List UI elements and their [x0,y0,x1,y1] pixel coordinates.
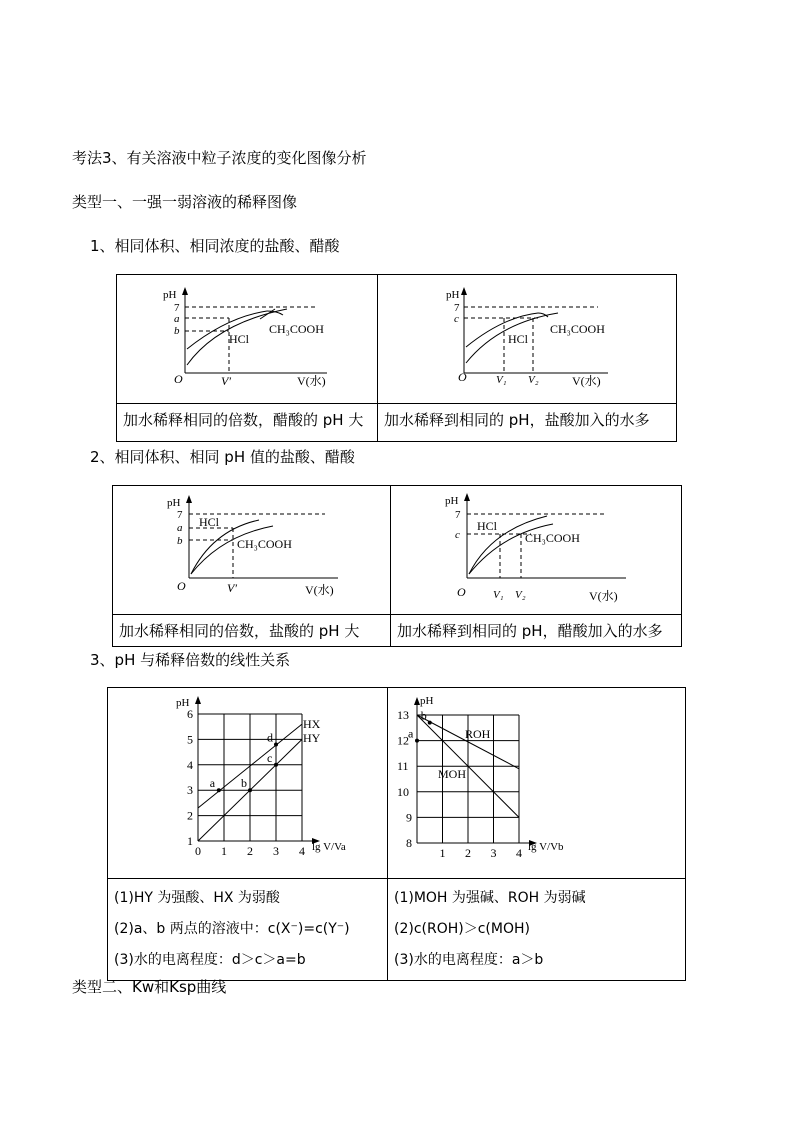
ph-label: pH [163,289,177,301]
lg-v-va-label: lg V/Va [312,841,346,853]
caption-2b: 加水稀释到相同的 pH，醋酸加入的水多 [391,615,682,647]
origin-label: O [458,370,467,384]
x-tick-label: 4 [299,844,305,858]
tick-a: a [177,522,183,534]
x-tick-label: 1 [221,844,227,858]
note-3b-1: (1)MOH 为强碱、ROH 为弱碱 [394,890,586,906]
caption-1b: 加水稀释到相同的 pH，盐酸加入的水多 [378,404,677,442]
vwater-label: V(水) [305,583,334,597]
vwater-label: V(水) [572,374,601,388]
moh-label: MOH [438,767,467,781]
v2-label: V₂ [515,589,526,601]
hcl-label: HCl [199,515,220,529]
point-b [248,788,252,792]
chart-3b [388,688,685,874]
y-tick-label: 12 [397,733,409,748]
ph-label: pH [167,497,181,509]
x-tick-label: 3 [273,844,279,858]
point-c [274,763,278,767]
tick-b: b [177,535,183,547]
ph-label: pH [446,289,460,301]
hcl-label: HCl [229,332,250,346]
vwater-label: V(水) [589,589,618,603]
chart-1a [117,275,377,399]
chart-3a [108,688,387,874]
subsection-1-title: 1、相同体积、相同浓度的盐酸、醋酸 [90,237,340,255]
chart-cell-3a [108,688,388,879]
point-label-c: c [267,750,273,765]
notes-3b [388,879,686,981]
origin-label: O [177,579,186,593]
x-tick-label: 2 [465,846,471,860]
origin-label: O [457,585,466,599]
ph-label: pH [420,695,434,707]
tick-c: c [455,529,460,541]
figure-table-3 [107,687,686,981]
note-3a-3: (3)水的电离程度：d＞c＞a=b [114,952,306,968]
tick-a: a [174,313,180,325]
note-3a-2: (2)a、b 两点的溶液中：c(X⁻)=c(Y⁻) [114,921,350,937]
y-tick-label: 6 [187,707,193,721]
point-a [217,788,221,792]
chart-2a [113,486,390,610]
notes-3a [108,879,388,981]
v2-label: V₂ [528,374,539,386]
hcl-label: HCl [508,332,529,346]
figure-table-2 [112,485,682,647]
chart-cell-1a [117,275,378,404]
tick-c: c [454,313,459,325]
tick-7: 7 [455,509,461,521]
chart-cell-3b [388,688,686,879]
ch3cooh-label: CH₃COOH [550,322,605,336]
x-tick-label: 4 [516,846,522,860]
x-tick-label: 2 [247,844,253,858]
note-3b-3: (3)水的电离程度：a＞b [394,952,544,968]
tick-7: 7 [454,302,460,314]
subsection-3-title: 3、pH 与稀释倍数的线性关系 [90,651,291,669]
chart-cell-2a [113,486,391,615]
point-label-a: a [408,726,414,741]
x-tick-label: 1 [439,846,446,860]
x-tick-label: 3 [490,846,497,860]
point-a [415,739,419,743]
ph-label: pH [445,495,459,507]
x-tick-label: 0 [195,844,201,858]
note-3b-2: (2)c(ROH)＞c(MOH) [394,921,530,937]
subsection-2-title: 2、相同体积、相同 pH 值的盐酸、醋酸 [90,448,355,466]
vprime-label: V′ [221,374,231,388]
chart-cell-2b [391,486,682,615]
type-two-heading: 类型二、Kw和Ksp曲线 [72,978,227,996]
y-tick-label: 8 [406,836,412,850]
caption-1a: 加水稀释相同的倍数，醋酸的 pH 大 [117,404,378,442]
point-label-d: d [267,730,273,745]
hcl-label: HCl [477,519,498,533]
caption-2a: 加水稀释相同的倍数，盐酸的 pH 大 [113,615,391,647]
ch3cooh-label: CH₃COOH [269,322,324,336]
y-tick-label: 2 [187,808,193,823]
chart-2b [391,486,681,610]
v1-label: V₁ [493,589,504,601]
point-label-b: b [241,776,247,791]
ch3cooh-label: CH₃COOH [525,531,580,545]
v1-label: V₁ [496,374,507,386]
point-label-b: b [420,708,427,723]
y-tick-label: 11 [397,759,409,774]
lg-v-vb-label: lg V/Vb [528,841,564,853]
y-tick-label: 13 [397,708,409,722]
section-heading: 考法3、有关溶液中粒子浓度的变化图像分析 [72,149,367,167]
y-tick-label: 10 [397,784,409,799]
origin-label: O [174,372,183,386]
hx-label: HX [303,717,321,731]
point-d [274,742,278,746]
y-tick-label: 1 [187,834,193,848]
chart-1b [378,275,676,399]
ch3cooh-label: CH₃COOH [237,537,292,551]
y-tick-label: 9 [406,810,412,825]
type-one-heading: 类型一、一强一弱溶液的稀释图像 [72,193,298,211]
roh-label: ROH [465,727,491,741]
point-label-a: a [209,776,216,791]
y-tick-label: 4 [187,757,193,772]
point-b [428,721,432,725]
tick-7: 7 [174,302,180,314]
y-axis-arrow [195,696,201,704]
chart-cell-1b [378,275,677,404]
ph-label: pH [176,697,190,709]
note-3a-1: (1)HY 为强酸、HX 为弱酸 [114,890,280,906]
tick-7: 7 [177,509,183,521]
vwater-label: V(水) [297,374,326,388]
y-tick-label: 3 [187,783,193,798]
vprime-label: V′ [227,581,237,595]
y-tick-label: 5 [187,732,193,747]
figure-table-1 [116,274,677,442]
tick-b: b [174,325,180,337]
hy-label: HY [303,731,321,745]
